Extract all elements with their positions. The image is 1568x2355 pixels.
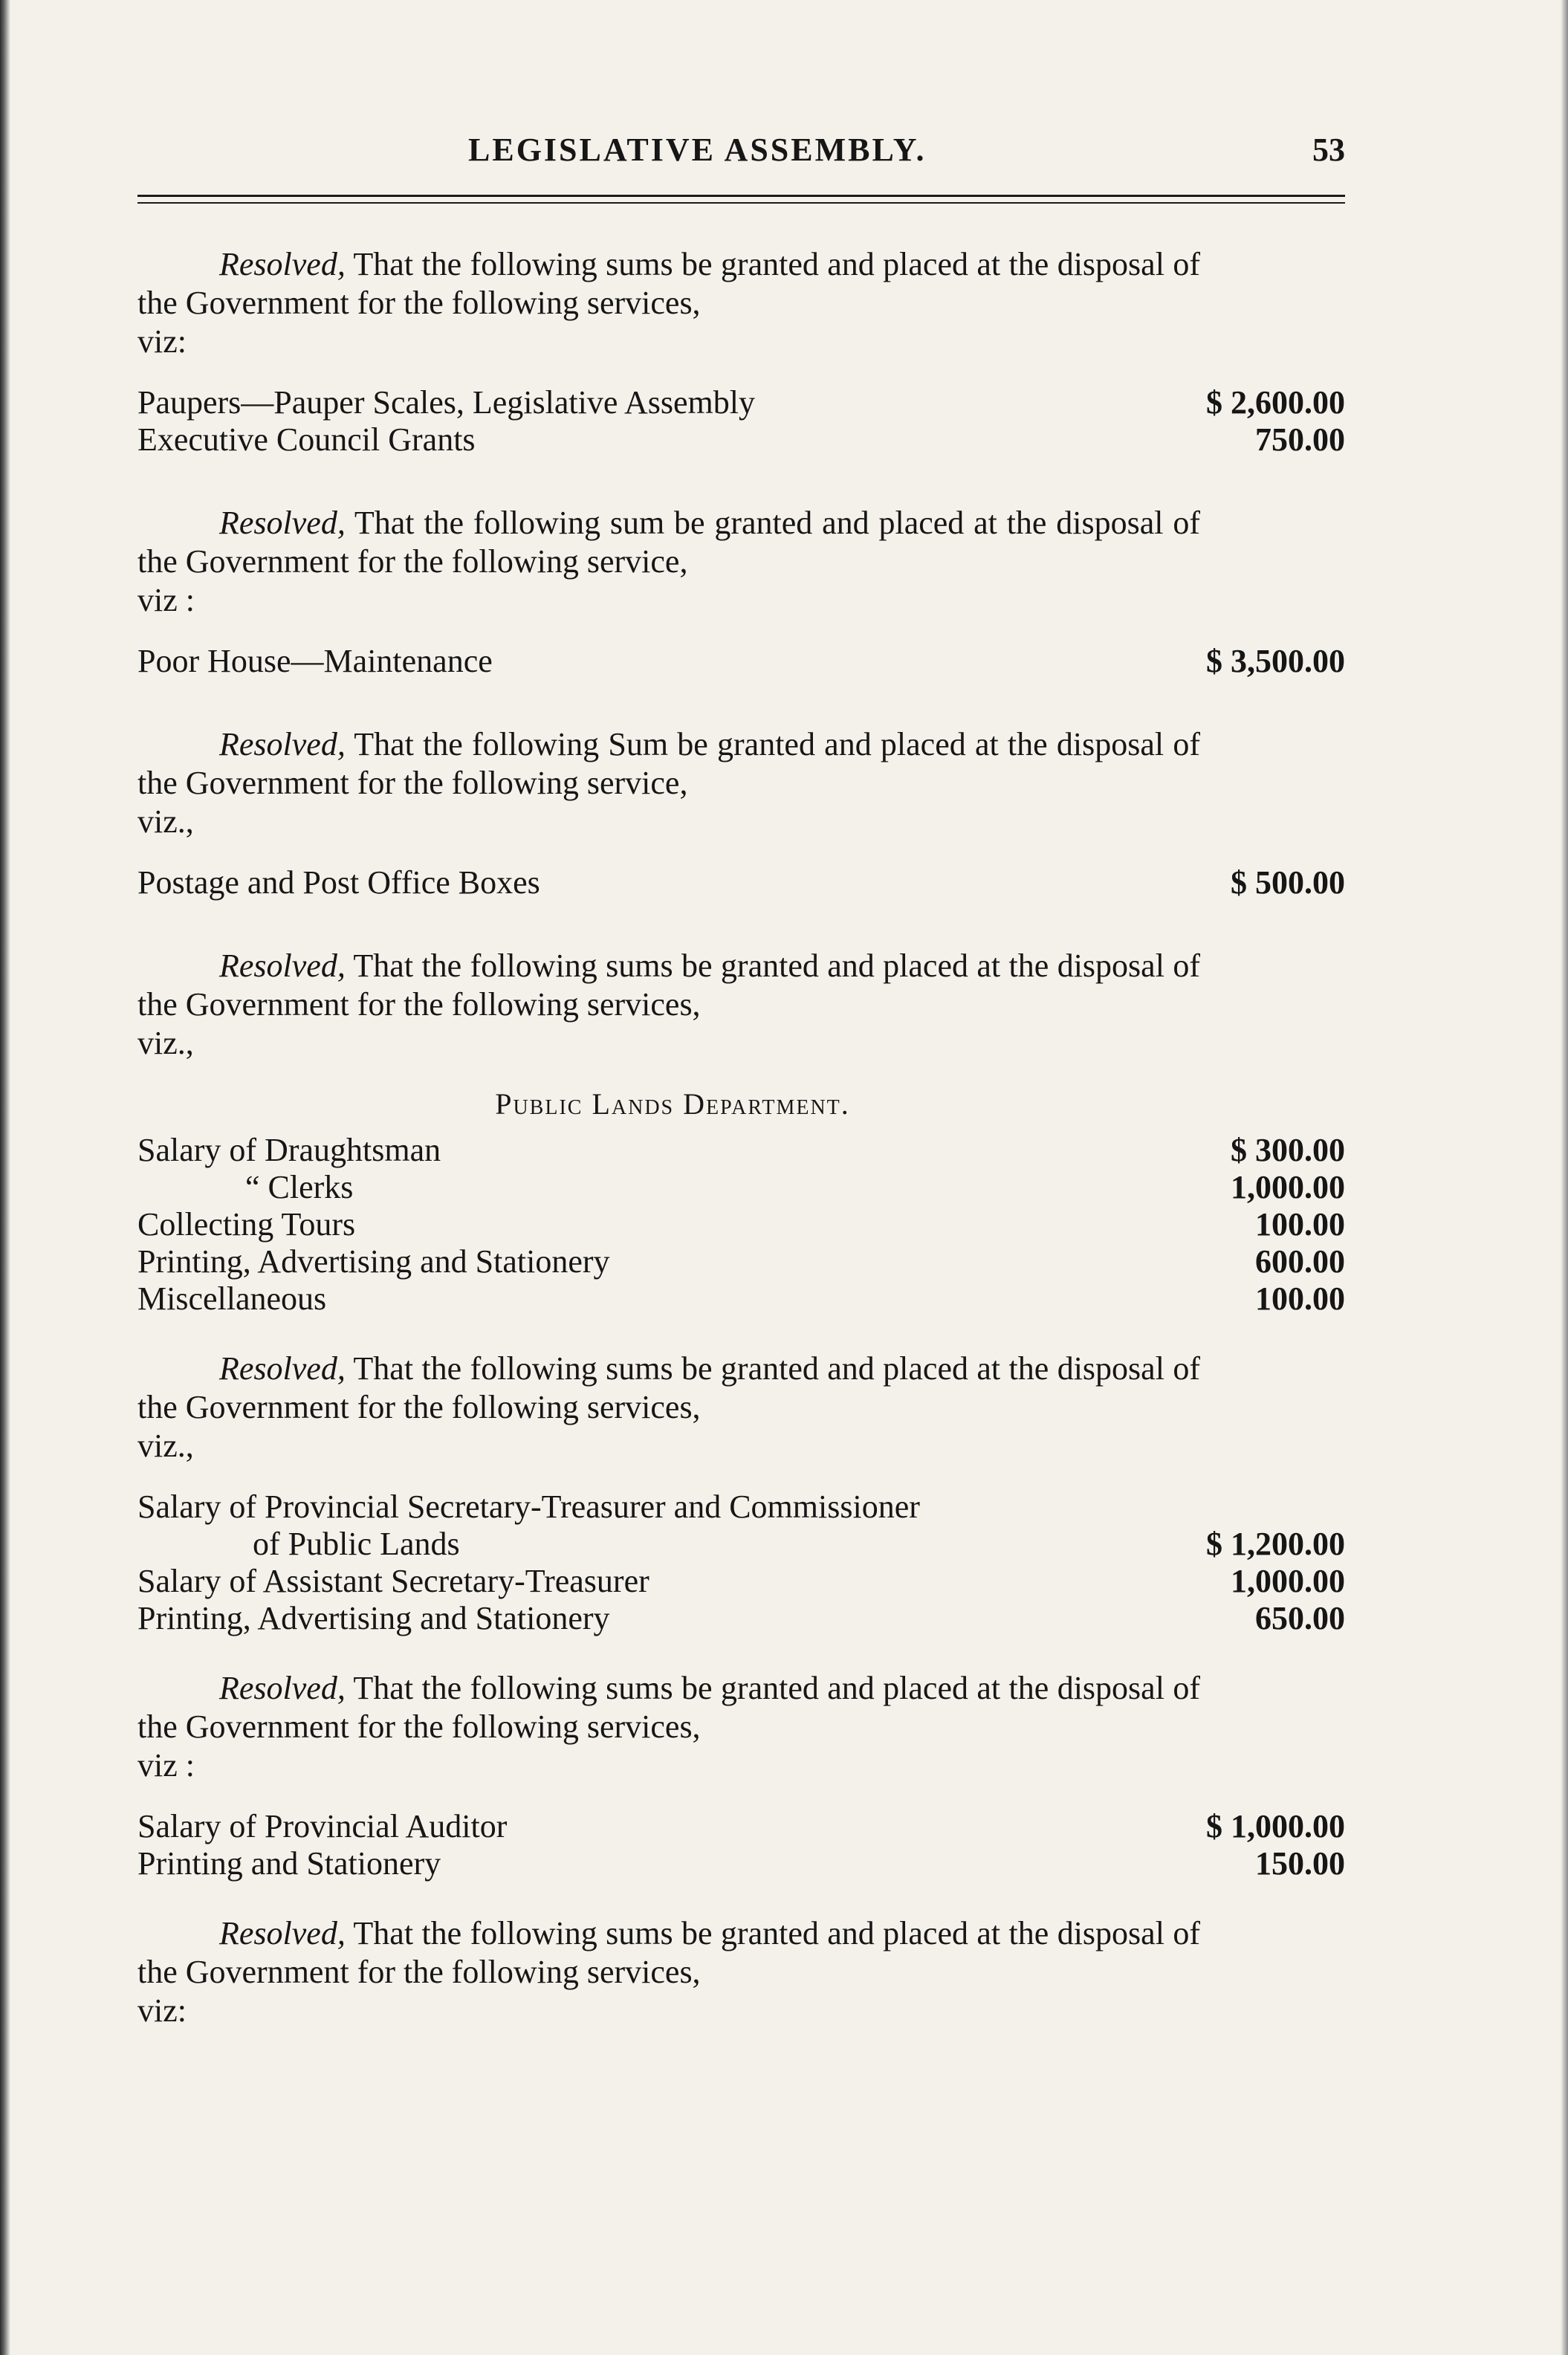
header-rule-top [137,195,1345,197]
item-amount: 650.00 [1255,1600,1345,1636]
appropriation-item [137,1525,1345,1562]
resolution-clause: That the following sums be granted and placed at the disposal of the Government for the following services, [137,947,1200,1023]
resolution [137,504,1345,679]
appropriation-list [137,642,1345,679]
item-amount: $ 3,500.00 [1206,643,1345,679]
item-label: Salary of Assistant Secretary-Treasurer [137,1563,649,1599]
appropriation-item [137,642,1345,679]
appropriation-list [137,1131,1345,1317]
viz-label: viz., [137,803,194,840]
resolved-word: Resolved, [219,1915,346,1951]
item-amount: 600.00 [1255,1243,1345,1280]
item-amount: 100.00 [1255,1280,1345,1317]
resolution-clause: That the following Sum be granted and placed at the disposal of the Government for the following service, [137,726,1200,801]
appropriation-item [137,383,1345,421]
running-head: LEGISLATIVE ASSEMBLY. [468,132,927,168]
resolution [137,1350,1345,1636]
resolution-text [137,245,1200,361]
appropriation-item [137,1168,1345,1205]
resolution-text [137,725,1200,841]
item-label: Salary of Provincial Secretary-Treasurer and Commissioner [137,1489,920,1525]
page-binding-edge [0,0,10,2355]
viz-label: viz: [137,323,187,360]
viz-label: viz : [137,1747,195,1784]
appropriation-item [137,1488,1345,1525]
resolution [137,1669,1345,1882]
appropriation-item [137,1243,1345,1280]
item-label: Printing and Stationery [137,1845,441,1882]
resolution-text [137,1350,1200,1465]
page-number: 53 [1312,132,1345,168]
appropriation-item [137,864,1345,901]
item-amount: $ 2,600.00 [1206,384,1345,421]
item-label: Salary of Provincial Auditor [137,1808,508,1844]
appropriation-item [137,1280,1345,1317]
appropriation-item [137,421,1345,458]
item-amount: 1,000.00 [1231,1563,1345,1599]
appropriation-item [137,1205,1345,1243]
resolution-text [137,1914,1200,2030]
appropriation-item [137,1131,1345,1168]
appropriation-list [137,383,1345,458]
item-label: Salary of Draughtsman [137,1132,441,1168]
item-amount: $ 500.00 [1231,864,1345,901]
item-label: Paupers—Pauper Scales, Legislative Assembly [137,384,755,421]
item-label: of Public Lands [253,1526,460,1562]
appropriation-item [137,1599,1345,1636]
item-label: Printing, Advertising and Stationery [137,1600,610,1636]
resolved-word: Resolved, [219,947,346,984]
resolved-word: Resolved, [219,246,346,282]
resolution-text [137,947,1200,1063]
resolved-word: Resolved, [219,1670,346,1706]
header-rule-bottom [137,202,1345,204]
resolution [137,1914,1345,2030]
viz-label: viz., [137,1025,194,1061]
resolution [137,725,1345,901]
appropriation-list [137,1807,1345,1882]
item-label: Miscellaneous [137,1280,327,1317]
resolved-word: Resolved, [219,505,346,541]
item-label: Postage and Post Office Boxes [137,864,540,901]
item-amount: $ 1,200.00 [1206,1526,1345,1562]
resolved-word: Resolved, [219,1350,346,1387]
item-amount: 750.00 [1255,421,1345,458]
item-amount: 100.00 [1255,1206,1345,1243]
resolution [137,245,1345,458]
page-body [137,245,1345,2063]
appropriation-item [137,1807,1345,1844]
resolution-clause: That the following sums be granted and placed at the disposal of the Government for the following services, [137,1915,1200,1990]
resolution-clause: That the following sums be granted and placed at the disposal of the Government for the following services, [137,1350,1200,1425]
resolution-clause: That the following sums be granted and placed at the disposal of the Government for the following services, [137,246,1200,321]
item-amount: 1,000.00 [1231,1169,1345,1205]
resolution-text [137,1669,1200,1785]
viz-label: viz : [137,582,195,618]
item-amount: 150.00 [1255,1845,1345,1882]
appropriation-list [137,1488,1345,1636]
appropriation-item [137,1562,1345,1599]
page-header [134,131,1345,183]
item-label: Printing, Advertising and Stationery [137,1243,610,1280]
item-amount: $ 300.00 [1231,1132,1345,1168]
item-label: Collecting Tours [137,1206,356,1243]
viz-label: viz., [137,1428,194,1464]
resolution-clause: That the following sum be granted and placed at the disposal of the Government for the following service, [137,505,1200,580]
page-right-edge [1561,0,1568,2355]
resolution-text [137,504,1200,620]
appropriation-list [137,864,1345,901]
item-label: Poor House—Maintenance [137,643,493,679]
resolved-word: Resolved, [219,726,346,762]
appropriation-item [137,1844,1345,1882]
item-label: Executive Council Grants [137,421,476,458]
resolution [137,947,1345,1317]
viz-label: viz: [137,1992,187,2029]
resolution-clause: That the following sums be granted and placed at the disposal of the Government for the following services, [137,1670,1200,1745]
item-amount: $ 1,000.00 [1206,1808,1345,1844]
department-heading: Public Lands Department. [495,1087,850,1121]
item-label: “ Clerks [245,1169,354,1205]
